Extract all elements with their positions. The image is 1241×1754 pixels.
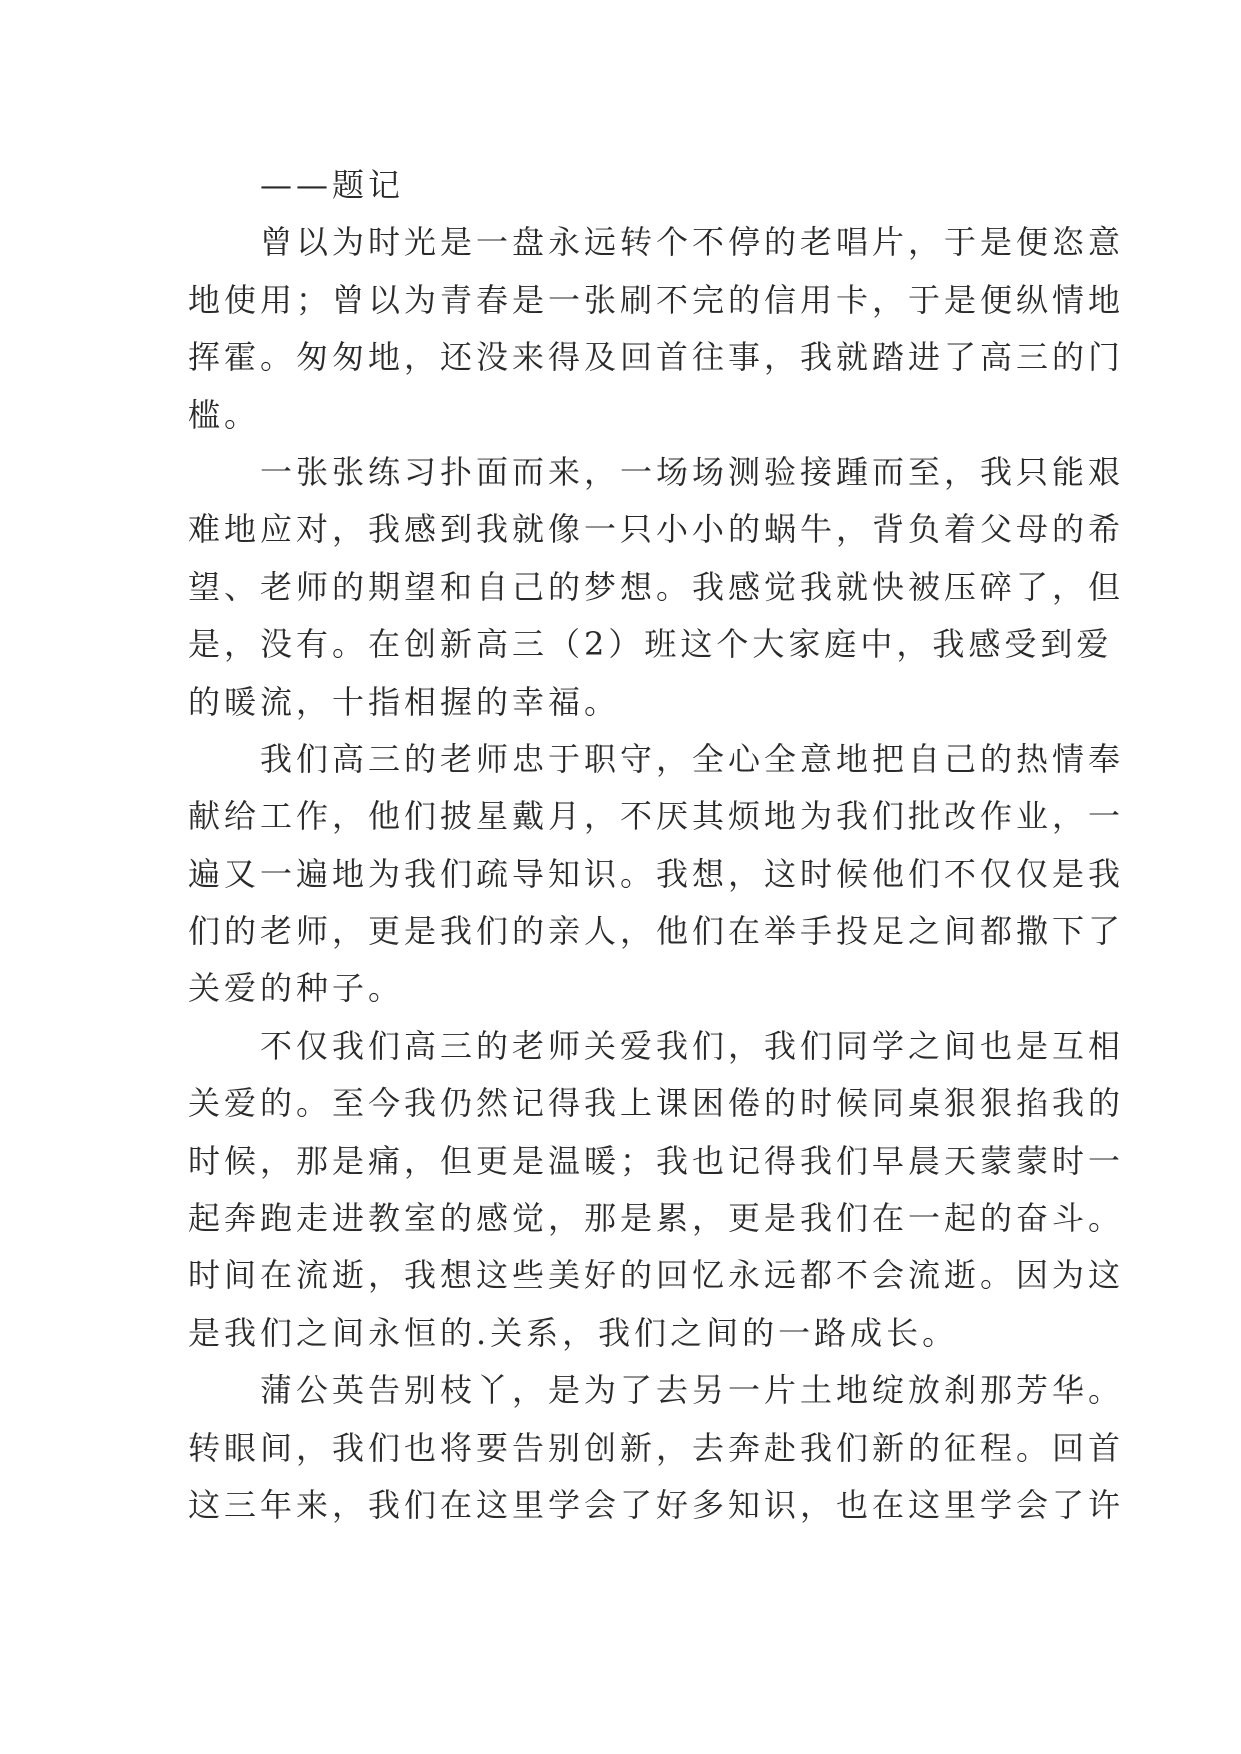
paragraph-line: 槛。 bbox=[188, 395, 261, 434]
paragraph-4 bbox=[188, 1018, 1125, 1362]
paragraph-line: 蒲公英告别枝丫，是为了去另一片土地绽放刹那芳华。 bbox=[260, 1371, 1125, 1410]
paragraph-line: 这三年来，我们在这里学会了好多知识，也在这里学会了许 bbox=[188, 1485, 1125, 1524]
paragraph-line: 一张张练习扑面而来，一场场测验接踵而至，我只能艰 bbox=[260, 452, 1125, 491]
paragraph-line: 关爱的。至今我仍然记得我上课困倦的时候同桌狠狠掐我的 bbox=[188, 1084, 1125, 1123]
paragraph-5 bbox=[188, 1362, 1125, 1534]
paragraph-line: 献给工作，他们披星戴月，不厌其烦地为我们批改作业，一 bbox=[188, 797, 1125, 836]
paragraph-line: 关爱的种子。 bbox=[188, 969, 405, 1008]
paragraph-line: 时候，那是痛，但更是温暖；我也记得我们早晨天蒙蒙时一 bbox=[188, 1141, 1125, 1180]
paragraph-line: 不仅我们高三的老师关爱我们，我们同学之间也是互相 bbox=[260, 1026, 1125, 1065]
paragraph-line: 的暖流，十指相握的幸福。 bbox=[188, 682, 621, 721]
paragraph-line: 们的老师，更是我们的亲人，他们在举手投足之间都撒下了 bbox=[188, 912, 1125, 951]
document-body bbox=[188, 157, 1125, 1534]
paragraph-line: 时间在流逝，我想这些美好的回忆永远都不会流逝。因为这 bbox=[188, 1256, 1125, 1295]
paragraph-line: 我们高三的老师忠于职守，全心全意地把自己的热情奉 bbox=[260, 739, 1125, 778]
epigraph: ——题记 bbox=[260, 166, 405, 204]
paragraph-line: 是我们之间永恒的.关系，我们之间的一路成长。 bbox=[188, 1313, 959, 1352]
paragraph-2 bbox=[188, 444, 1125, 731]
paragraph-line: 是，没有。在创新高三（2）班这个大家庭中，我感受到爱 bbox=[188, 625, 1113, 664]
paragraph-line: 曾以为时光是一盘永远转个不停的老唱片，于是便恣意 bbox=[260, 223, 1125, 262]
paragraph-3 bbox=[188, 731, 1125, 1018]
paragraph-line: 转眼间，我们也将要告别创新，去奔赴我们新的征程。回首 bbox=[188, 1428, 1125, 1467]
paragraph-line: 望、老师的期望和自己的梦想。我感觉我就快被压碎了，但 bbox=[188, 567, 1125, 606]
paragraph-line: 起奔跑走进教室的感觉，那是累，更是我们在一起的奋斗。 bbox=[188, 1199, 1125, 1238]
paragraph-line: 挥霍。匆匆地，还没来得及回首往事，我就踏进了高三的门 bbox=[188, 338, 1125, 377]
paragraph-1 bbox=[188, 214, 1125, 444]
paragraph-line: 遍又一遍地为我们疏导知识。我想，这时候他们不仅仅是我 bbox=[188, 854, 1125, 893]
paragraph-line: 难地应对，我感到我就像一只小小的蜗牛，背负着父母的希 bbox=[188, 510, 1125, 549]
paragraph-line: 地使用；曾以为青春是一张刷不完的信用卡，于是便纵情地 bbox=[188, 280, 1125, 319]
